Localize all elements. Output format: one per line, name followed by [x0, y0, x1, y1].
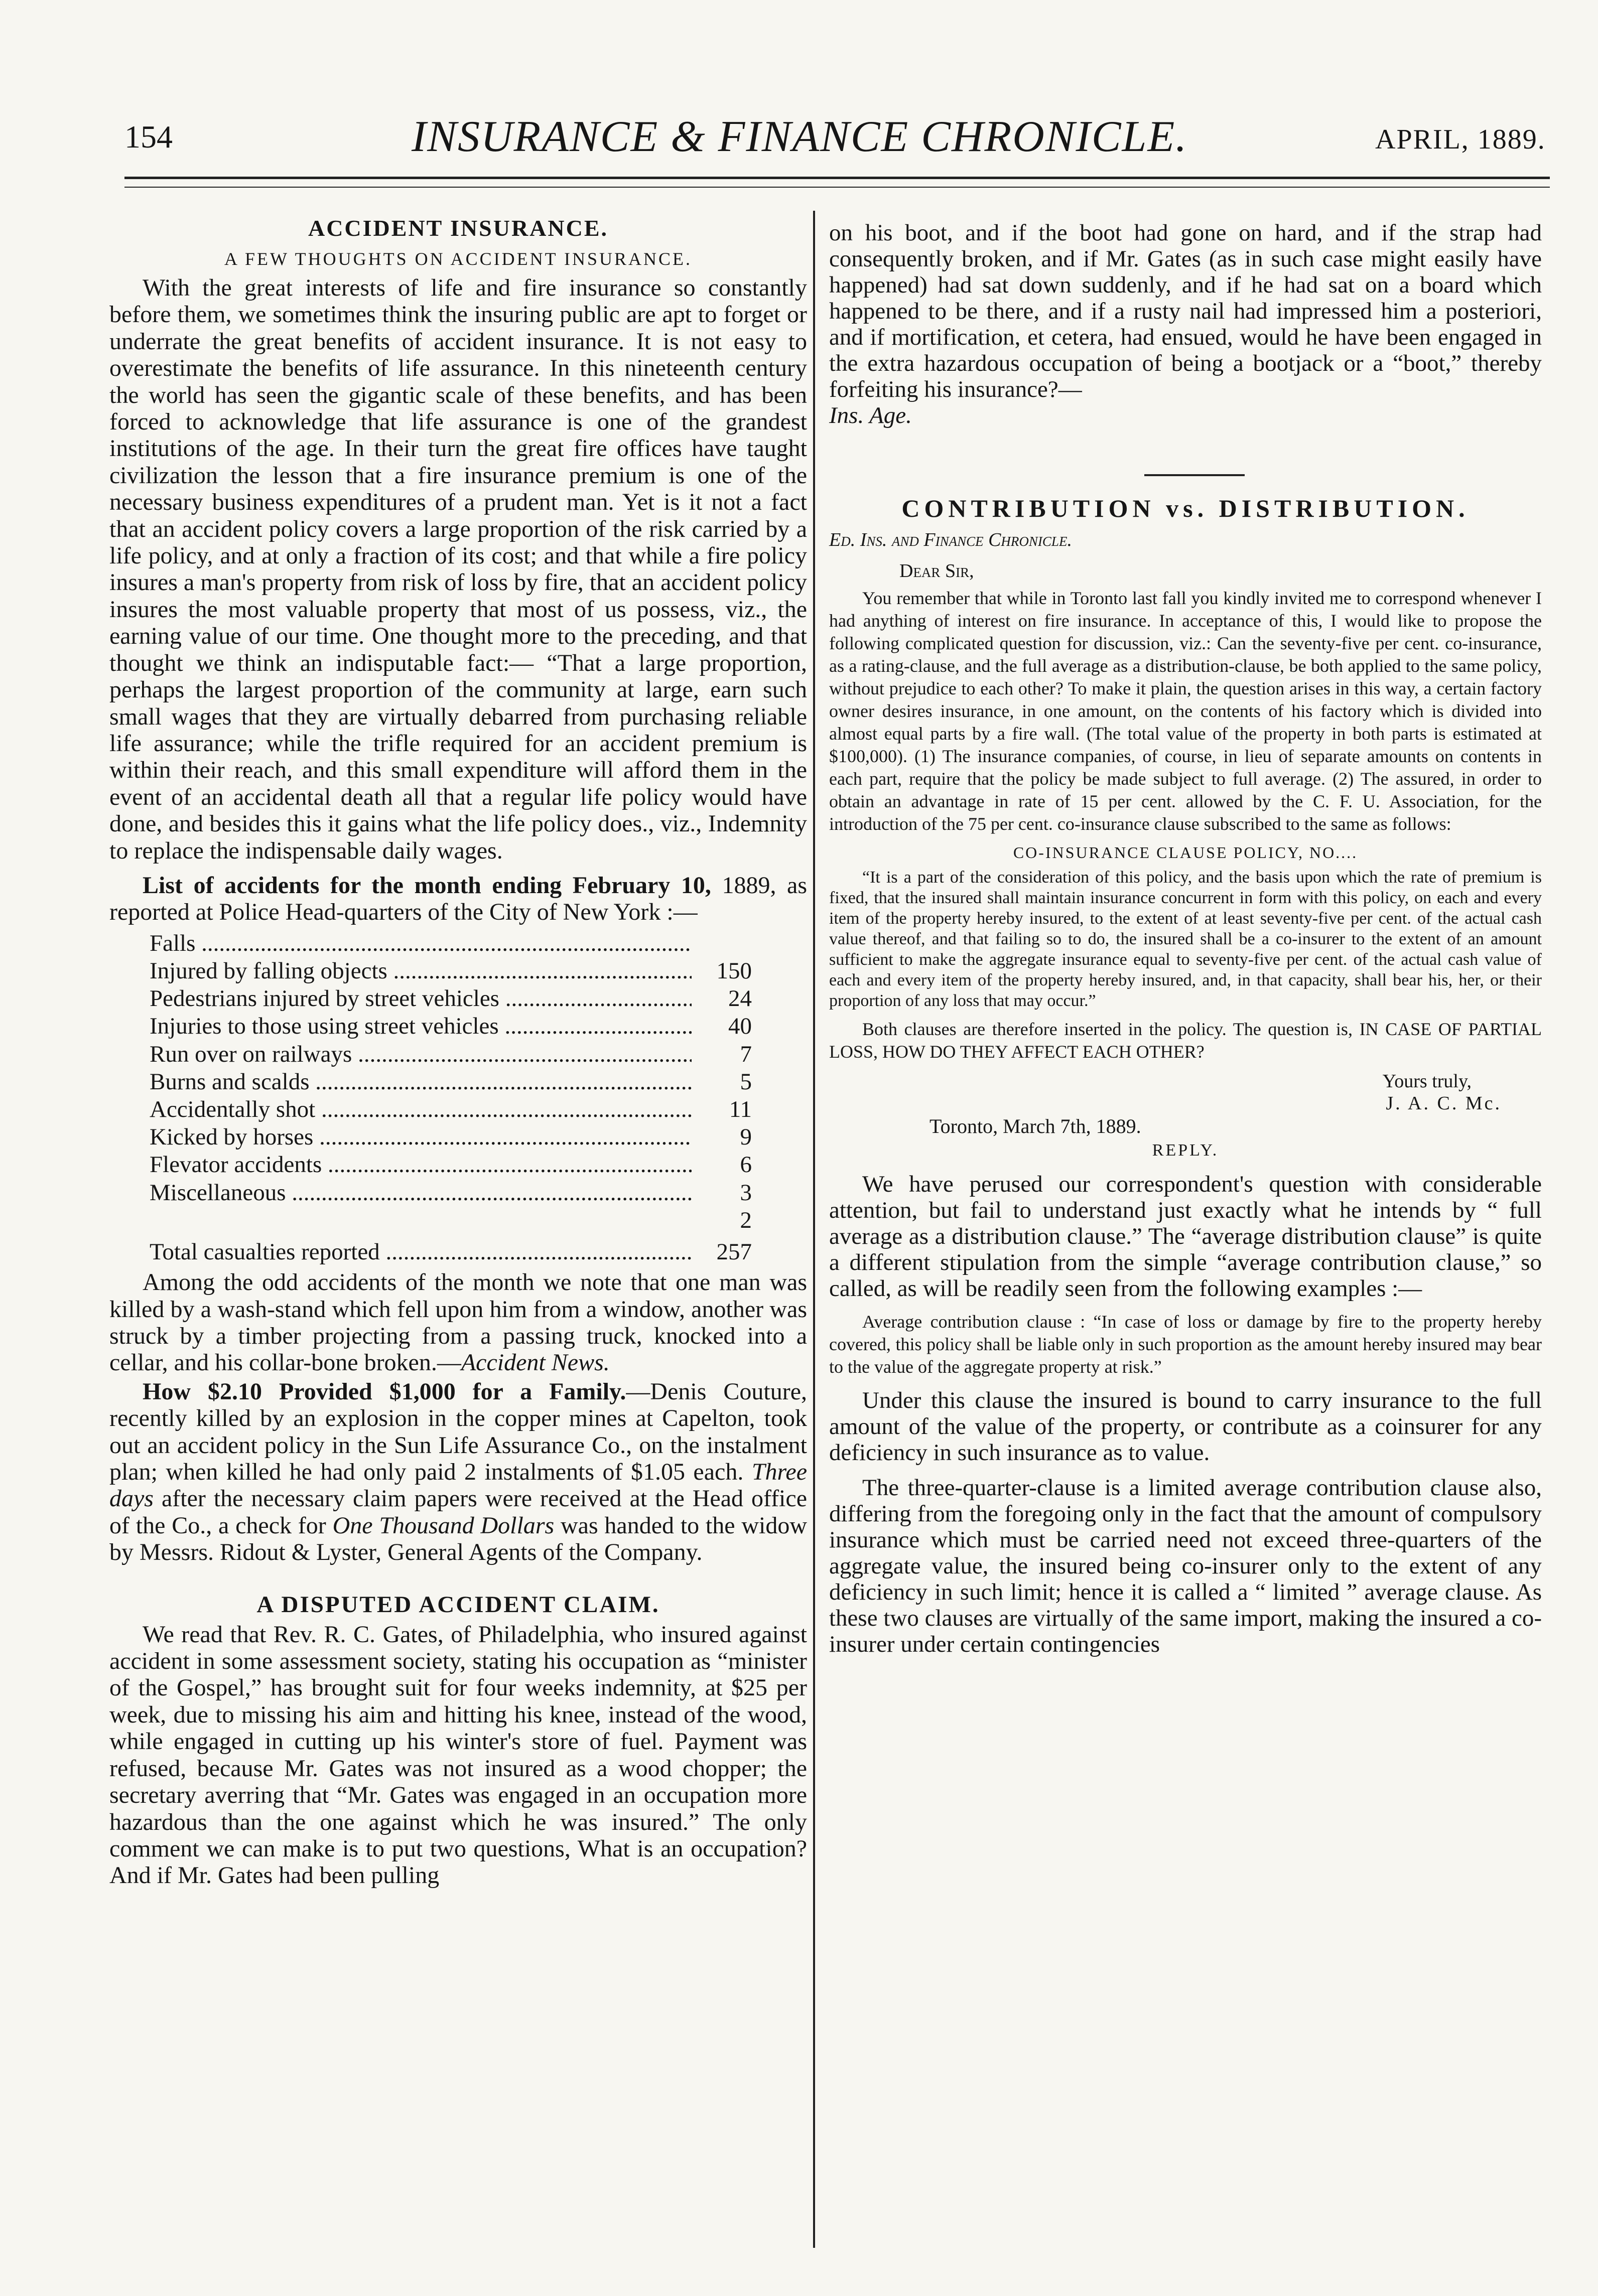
- column-divider: [813, 211, 815, 2248]
- accident-row: [150, 930, 752, 957]
- article-lead: How $2.10 Provided $1,000 for a Family.: [143, 1378, 626, 1405]
- article-subheading: A FEW THOUGHTS ON ACCIDENT INSURANCE.: [224, 249, 693, 269]
- article-source: Accident News.: [461, 1349, 610, 1376]
- total-value: 257: [716, 1238, 752, 1265]
- header-rule-thin: [124, 187, 1550, 188]
- accident-row: [150, 957, 752, 985]
- letter-signature: J. A. C. Mc.: [1386, 1093, 1502, 1114]
- letter-addressee: Ed. Ins. and Finance Chronicle.: [829, 529, 1072, 550]
- letter-body: You remember that while in Toronto last fall you kindly invited me to correspond whenever I had anything of interest on fire insurance. In acceptance of this, I would like to propose the following complicated question for discussion, viz.: Can the seventy-five per cent. co-insurance, as a rating-clause, and the full average as a distribution-clause, be both applied to the same policy, without prejudice to each other? To make it plain, the question arises in this way, a certain factory owner desires insurance, in one amount, on the contents of his factory which is divided into almost equal parts by a fire wall. (The total value of the property in both parts is estimated at $100,000). (1) The insurance companies, of course, in lieu of separate amounts on contents in each part, require that the policy be made subject to full average. (2) The assured, in order to obtain an advantage in rate of 15 per cent. allowed by the C. F. U. Association, for the introduction of the 75 per cent. co-insurance clause subscribed to the same as follows:: [829, 588, 1542, 834]
- article-source: Ins. Age.: [829, 402, 912, 428]
- total-label: Total casualties reported .....: [150, 1238, 692, 1266]
- accident-count: 11: [729, 1096, 752, 1122]
- accident-count: 40: [728, 1013, 752, 1040]
- accident-row: [150, 1068, 752, 1096]
- accident-row: [150, 1013, 752, 1040]
- article-heading: ACCIDENT INSURANCE.: [308, 215, 609, 241]
- reply-paragraph: We have perused our correspondent's question with considerable attention, but fail to understand just exactly what he intends by “ full average as a distribution clause.” The “average distribution clause” is quite a different stipulation from the simple “average contribution clause,” so called, as will be readily seen from the following examples :—: [829, 1171, 1542, 1302]
- left-column: [109, 206, 807, 1889]
- article-emphasis: Three days: [109, 1459, 808, 1512]
- accident-label: Run over on railways .....: [150, 1041, 692, 1068]
- accident-count: 24: [728, 985, 752, 1012]
- article-continuation: [829, 220, 1542, 428]
- article-paragraph: [109, 1378, 807, 1566]
- right-column: [829, 206, 1542, 1657]
- accident-count: 150: [716, 957, 752, 984]
- reply-paragraph: Under this clause the insured is bound to carry insurance to the full amount of the value of the property, or contribute as a coinsurer for any deficiency in such insurance as to value.: [829, 1387, 1542, 1466]
- accident-row: [150, 1123, 752, 1151]
- accident-count: 2: [740, 1207, 752, 1233]
- accident-count: 3: [740, 1179, 752, 1206]
- accident-list-intro: [109, 872, 807, 926]
- accident-table: [150, 930, 752, 1266]
- article-paragraph: With the great interests of life and fire insurance so constantly before them, we sometimes think the insuring public are apt to forget or underrate the great benefits of accident insurance. It is not easy to overestimate the benefits of life assurance. In this nineteenth century the world has seen the gigantic scale of these benefits, and has been forced to acknowledge that life assurance is one of the grandest institutions of the age. In their turn the great fire offices have taught civilization the lesson that a fire insurance premium is one of the necessary business expenditures of a prudent man. Yet is it not a fact that an accident policy covers a large proportion of the risk carried by a life policy, and at only a fraction of its cost; and that while a fire policy insures a man's property from risk of loss by fire, that an accident policy insures the most valuable property that most of us possess, viz., the earning value of our time. One thought more to the preceding, and that thought we think an indisputable fact:— “That a large proportion, perhaps the largest proportion of the community at large, earn such small wages that they are virtually debarred from purchasing reliable life assurance; while the trifle required for an accident premium is within their reach, and this small expenditure will afford them in the event of an accidental death all that a regular life policy would have done, and besides this it gains what the life policy does., viz., Indemnity to replace the indispensable daily wages.: [109, 274, 807, 864]
- total-row: [150, 1238, 752, 1266]
- letter-place-date: Toronto, March 7th, 1889.: [929, 1115, 1141, 1137]
- accident-row: [150, 1179, 752, 1207]
- accident-row: [150, 1151, 752, 1179]
- running-title: INSURANCE & FINANCE CHRONICLE.: [412, 112, 1188, 161]
- accident-label: Falls .....: [150, 930, 692, 957]
- reply-paragraph: The three-quarter-clause is a limited average contribution clause also, differing from the foregoing only in the fact that the amount of compulsory insurance which must be carried need not exceed three-quarters of the aggregate value, the insured being co-insurer only to the extent of any deficiency in such limit; hence it is called a “ limited ” average clause. As these two clauses are virtually of the same import, making the insured a co-insurer under certain contingencies: [829, 1475, 1542, 1657]
- accident-anecdote: Among the odd accidents of the month we note that one man was killed by a wash-stand which fell upon him from a window, another was struck by a timber projecting from a passing truck, knocked into a cellar, and his collar-bone broken.—: [109, 1269, 807, 1376]
- article-text: was handed to the widow by Messrs. Ridout & Lyster, General Agents of the Company.: [109, 1512, 808, 1566]
- accident-count: 6: [740, 1152, 752, 1178]
- reply-example: Average contribution clause : “In case of loss or damage by fire to the property hereby covered, this policy shall be liable only in such proportion as the amount hereby insured may bear to the value of the aggregate property at risk.”: [829, 1312, 1542, 1377]
- accident-row: [150, 1207, 752, 1234]
- accident-row: [150, 1041, 752, 1068]
- accident-list-lead: List of accidents for the month ending February 10,: [143, 872, 711, 899]
- accident-label: Accidentally shot .....: [150, 1096, 692, 1123]
- accident-list-intro-text: 1889, as reported at Police Head-quarters of the City of New York :—: [109, 872, 808, 926]
- reply-heading: REPLY.: [1152, 1141, 1219, 1160]
- letter-heading: CONTRIBUTION vs. DISTRIBUTION.: [901, 494, 1470, 522]
- letter-salutation: Dear Sir,: [899, 560, 974, 582]
- accident-label: Flevator accidents .....: [150, 1151, 692, 1179]
- letter-closing: Yours truly,: [1382, 1071, 1472, 1092]
- accident-label: Miscellaneous .....: [150, 1179, 692, 1207]
- article-paragraph: [109, 1269, 807, 1376]
- accident-count: 9: [740, 1124, 752, 1151]
- accident-count: 5: [740, 1068, 752, 1095]
- header-rule: [124, 177, 1550, 179]
- article-text: after the necessary claim papers were received at the Head office of the Co., a check for: [109, 1485, 808, 1539]
- accident-row: [150, 1096, 752, 1123]
- clause-text: “It is a part of the consideration of this policy, and the basis upon which the rate of premium is fixed, that the insured shall maintain insurance concurrent in form with this policy, on each and every item of the property hereby insured, to the extent of at least seventy-five per cent. of the actual cash value thereof, and that failing so to do, the insured shall be a co-insurer to the extent of an amount sufficient to make the aggregate insurance equal to seventy-five per cent. of the actual cash value of each and every item of the property hereby insured, and, in that capacity, shall bear his, her, or their proportion of any loss that may occur.”: [829, 868, 1542, 1010]
- issue-date: APRIL, 1889.: [1375, 124, 1546, 155]
- accident-label: Kicked by horses .....: [150, 1123, 692, 1151]
- article-emphasis: One Thousand Dollars: [332, 1512, 555, 1539]
- section-rule: [1144, 474, 1245, 476]
- accident-label: Injured by falling objects .....: [150, 957, 692, 985]
- article-heading: A DISPUTED ACCIDENT CLAIM.: [256, 1591, 660, 1618]
- article-paragraph: We read that Rev. R. C. Gates, of Philadelphia, who insured against accident in some assessment society, stating his occupation as “minister of the Gospel,” has brought suit for four weeks indemnity, at $25 per week, due to missing his aim and hitting his knee, instead of the wood, while engaged in cutting up his winter's store of fuel. Payment was refused, because Mr. Gates was not insured as a wood chopper; the secretary averring that “Mr. Gates was engaged in an occupation more hazardous than the one against which he was insured.” The only comment we can make is to put two questions, What is an occupation? And if Mr. Gates had been pulling: [109, 1621, 807, 1889]
- accident-label: Injuries to those using street vehicles .....: [150, 1013, 692, 1040]
- accident-count: 7: [740, 1041, 752, 1067]
- letter-question: Both clauses are therefore inserted in the policy. The question is, IN CASE OF PARTIAL LOSS, HOW DO THEY AFFECT EACH OTHER?: [829, 1019, 1542, 1062]
- accident-label: Pedestrians injured by street vehicles .....: [150, 985, 692, 1013]
- accident-label: Burns and scalds .....: [150, 1068, 692, 1096]
- page-number: 154: [124, 119, 173, 155]
- clause-title: CO-INSURANCE CLAUSE POLICY, NO....: [1013, 843, 1358, 862]
- accident-row: [150, 985, 752, 1013]
- accident-count: [692, 930, 752, 957]
- article-text: —Denis Couture, recently killed by an explosion in the copper mines at Capelton, took out an accident policy in the Sun Life Assurance Co., on the instalment plan; when killed he had only paid 2 instalments of $1.05 each.: [109, 1378, 808, 1486]
- continuation-text: on his boot, and if the boot had gone on hard, and if the strap had consequently broken, and if Mr. Gates (as in such case might easily have happened) had sat down suddenly, and if he had sat on a board which happened to be there, and if a rusty nail had impressed him a posteriori, and if mortification, et cetera, had ensued, would he have been engaged in the extra hazardous occupation of being a bootjack or a “boot,” thereby forfeiting his insurance?—: [829, 220, 1542, 402]
